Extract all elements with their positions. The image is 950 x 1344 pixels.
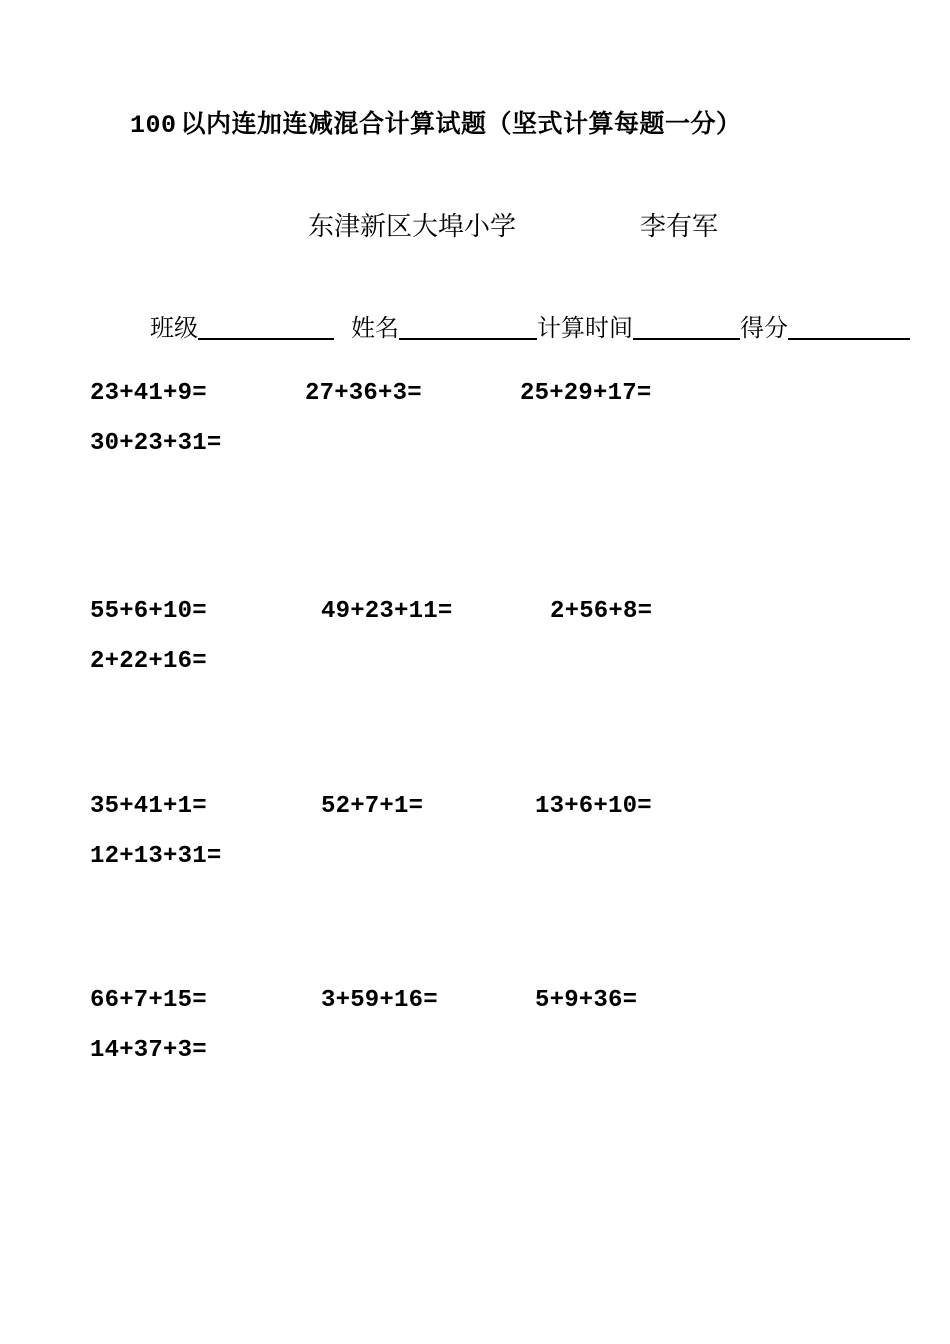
class-blank[interactable] [198,316,334,340]
problem-4-1: 66+7+15= [90,987,207,1014]
score-blank[interactable] [788,316,910,340]
name-label: 姓名 [351,314,399,342]
problem-3-4: 12+13+31= [90,843,222,870]
problem-1-4: 30+23+31= [90,430,222,457]
problem-1-2: 27+36+3= [305,380,422,407]
problem-2-4: 2+22+16= [90,648,207,675]
problem-1-1: 23+41+9= [90,380,207,407]
problem-1-3: 25+29+17= [520,380,652,407]
problem-3-1: 35+41+1= [90,793,207,820]
problem-4-3: 5+9+36= [535,987,638,1014]
problem-2-3: 2+56+8= [550,598,653,625]
problem-3-2: 52+7+1= [321,793,424,820]
name-blank[interactable] [399,316,537,340]
time-blank[interactable] [633,316,740,340]
teacher-name: 李有军 [640,212,719,242]
title-text: 以内连加连减混合计算试题（坚式计算每题一分） [180,109,742,138]
problem-2-1: 55+6+10= [90,598,207,625]
problem-4-4: 14+37+3= [90,1037,207,1064]
student-info-row [150,308,910,343]
title-number: 100 [130,111,177,140]
time-label: 计算时间 [537,314,633,342]
problem-4-2: 3+59+16= [321,987,438,1014]
page-title [130,104,742,140]
school-name: 东津新区大埠小学 [308,212,517,242]
problem-2-2: 49+23+11= [321,598,453,625]
problem-3-3: 13+6+10= [535,793,652,820]
score-label: 得分 [740,314,788,342]
class-label: 班级 [150,314,198,342]
